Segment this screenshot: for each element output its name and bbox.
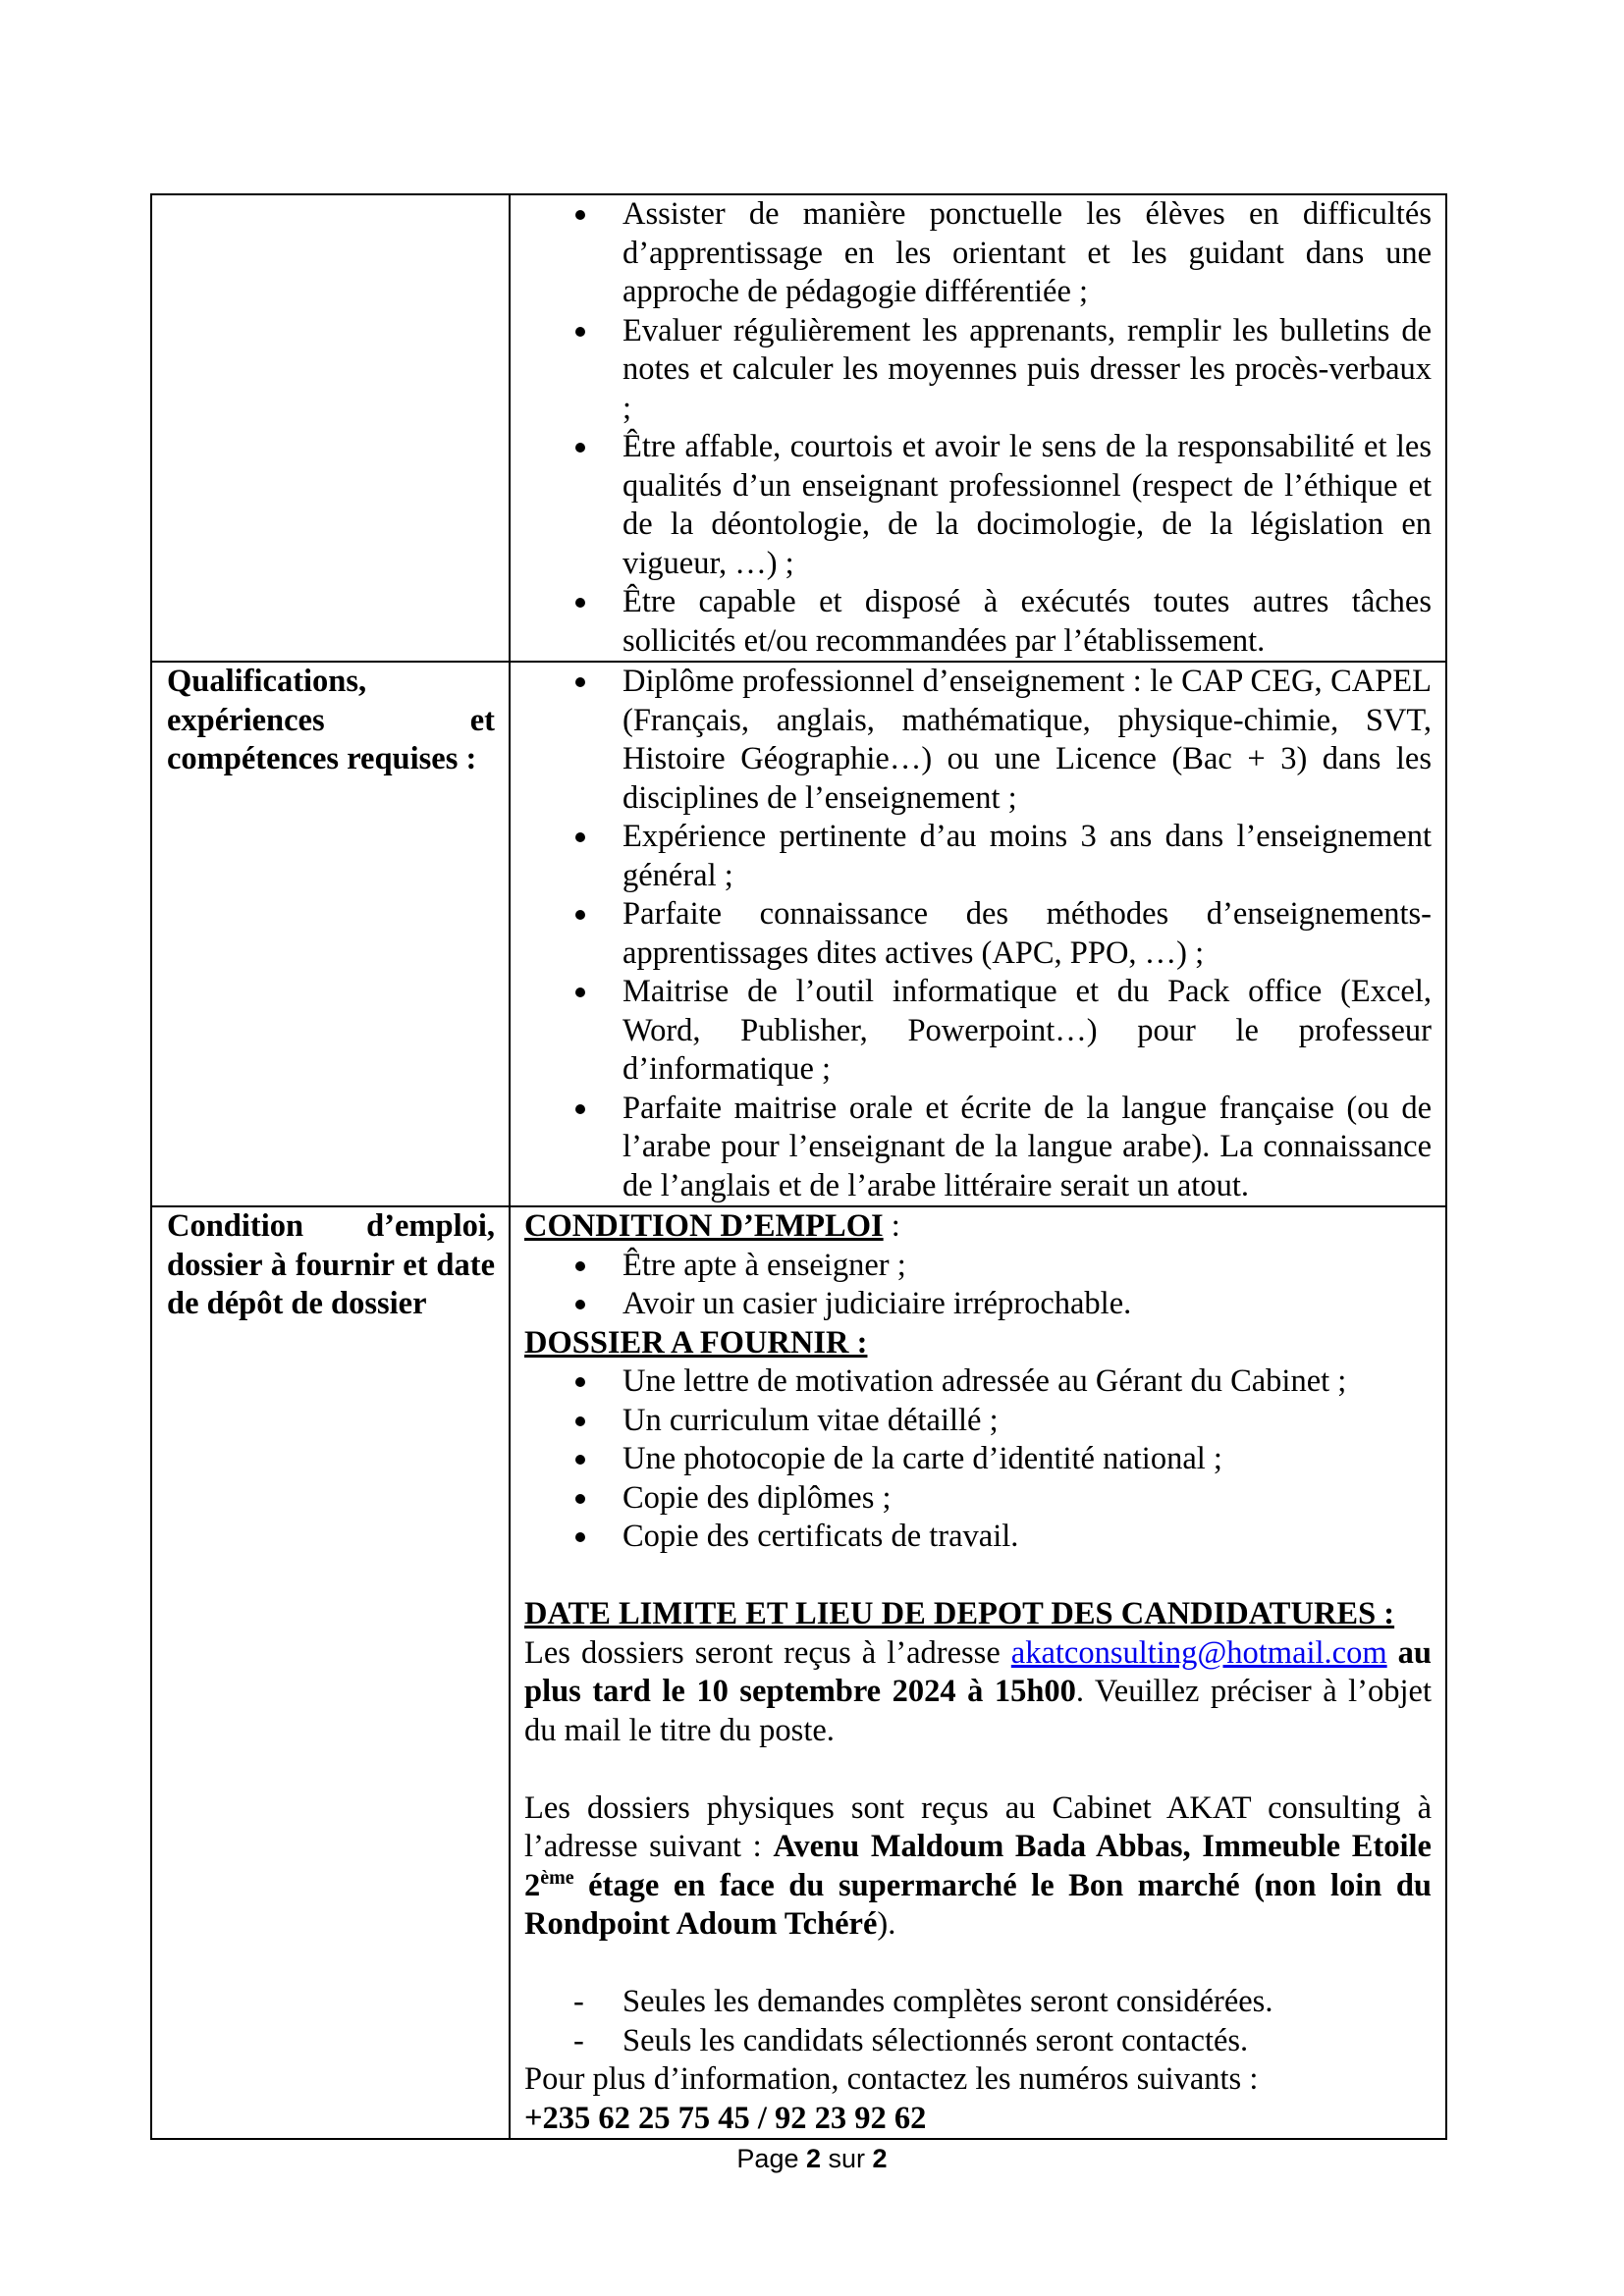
condition-heading: CONDITION D’EMPLOI [524,1208,884,1244]
physical-paragraph [524,1789,1432,1945]
list-item: Evaluer régulièrement les apprenants, remplir les bulletins de notes et calculer les moyennes puis dresser les procès-verbaux ; [524,312,1432,429]
list-item: Assister de manière ponctuelle les élèves en difficultés d’apprentissage en les orientant et les guidant dans une approche de pédagogie différentiée ; [524,195,1432,312]
missions-cell [510,194,1446,662]
email-link[interactable]: akatconsulting@hotmail.com [1010,1634,1387,1671]
address-end: ). [877,1906,896,1942]
dossier-list [524,1362,1432,1557]
deadline-text-1: Les dossiers seront reçus à l’adresse [524,1634,1011,1671]
list-item: Copie des diplômes ; [524,1479,1432,1519]
table-row-qualifications [151,662,1446,1206]
footer-prefix: Page [736,2144,806,2173]
condition-heading-line [524,1207,1432,1247]
qualifications-label: Qualifications, expériences et compétences requises : [151,662,510,1206]
list-item: - Seuls les candidats sélectionnés seront contactés. [524,2022,1432,2061]
list-item: Une photocopie de la carte d’identité national ; [524,1440,1432,1479]
list-item: Être apte à enseigner ; [524,1247,1432,1286]
page-footer [0,2144,1624,2174]
list-item: - Seules les demandes complètes seront considérées. [524,1983,1432,2022]
job-offer-table [150,193,1447,2140]
qualifications-cell [510,662,1446,1206]
spacer [524,1557,1432,1596]
condition-heading-colon: : [883,1208,900,1244]
footer-current-page: 2 [805,2144,822,2173]
table-row-missions [151,194,1446,662]
list-item: Diplôme professionnel d’enseignement : le CAP CEG, CAPEL (Français, anglais, mathématique, physique-chimie, SVT, Histoire Géographie…) ou une Licence (Bac + 3) dans les disciplines de l’enseignement ; [524,663,1432,818]
conditions-label: Condition d’emploi, dossier à fournir et date de dépôt de dossier [151,1206,510,2139]
list-item: Avoir un casier judiciaire irréprochable. [524,1285,1432,1324]
list-item: Copie des certificats de travail. [524,1518,1432,1557]
spacer [524,1945,1432,1984]
list-item: Parfaite connaissance des méthodes d’enseignements-apprentissages dites actives (APC, PPO, …) ; [524,895,1432,973]
missions-list [524,195,1432,661]
contact-text: Pour plus d’information, contactez les numéros suivants : [524,2061,1259,2097]
dossier-heading: DOSSIER A FOURNIR : [524,1324,868,1361]
physical-text: Les dossiers physiques sont reçus au Cabinet AKAT consulting à l’adresse suivant : [524,1789,1432,1864]
date-heading: DATE LIMITE ET LIEU DE DEPOT DES CANDIDATURES : [524,1596,1395,1631]
list-item: Un curriculum vitae détaillé ; [524,1402,1432,1441]
qualifications-list [524,663,1432,1205]
footer-total-pages: 2 [872,2144,888,2173]
deadline-bold: au plus tard le 10 septembre 2024 à 15h00 [524,1634,1433,1709]
footer-middle: sur [821,2144,873,2173]
conditions-cell [510,1206,1446,2139]
spacer [524,1750,1432,1789]
address-part-1: Avenu Maldoum Bada Abbas, Immeuble Etoile 2 [524,1829,1432,1903]
list-item: Être capable et disposé à exécutés toutes autres tâches sollicités et/ou recommandées par l’établissement. [524,583,1432,661]
condition-list [524,1247,1432,1324]
list-item: Être affable, courtois et avoir le sens de la responsabilité et les qualités d’un enseignant professionnel (respect de l’éthique et de la déontologie, de la docimologie, de la législation en vigueur, …) ; [524,428,1432,583]
deadline-paragraph [524,1634,1432,1751]
phone-numbers: +235 62 25 75 45 / 92 23 92 62 [524,2100,927,2136]
list-item: Maitrise de l’outil informatique et du Pack office (Excel, Word, Publisher, Powerpoint…) pour le professeur d’informatique ; [524,973,1432,1090]
notes-list [524,1983,1432,2060]
address-superscript: ème [540,1866,574,1889]
list-item: Une lettre de motivation adressée au Gérant du Cabinet ; [524,1362,1432,1402]
deadline-text-2: . Veuillez préciser à l’objet du mail le titre du poste. [524,1674,1432,1748]
list-item: Expérience pertinente d’au moins 3 ans dans l’enseignement général ; [524,818,1432,895]
label-cell-empty [151,194,510,662]
table-row-conditions [151,1206,1446,2139]
address-part-2: étage en face du supermarché le Bon marché (non loin du Rondpoint Adoum Tchéré [524,1867,1432,1942]
list-item: Parfaite maitrise orale et écrite de la langue française (ou de l’arabe pour l’enseignant de la langue arabe). La connaissance de l’anglais et de l’arabe littéraire serait un atout. [524,1090,1432,1206]
